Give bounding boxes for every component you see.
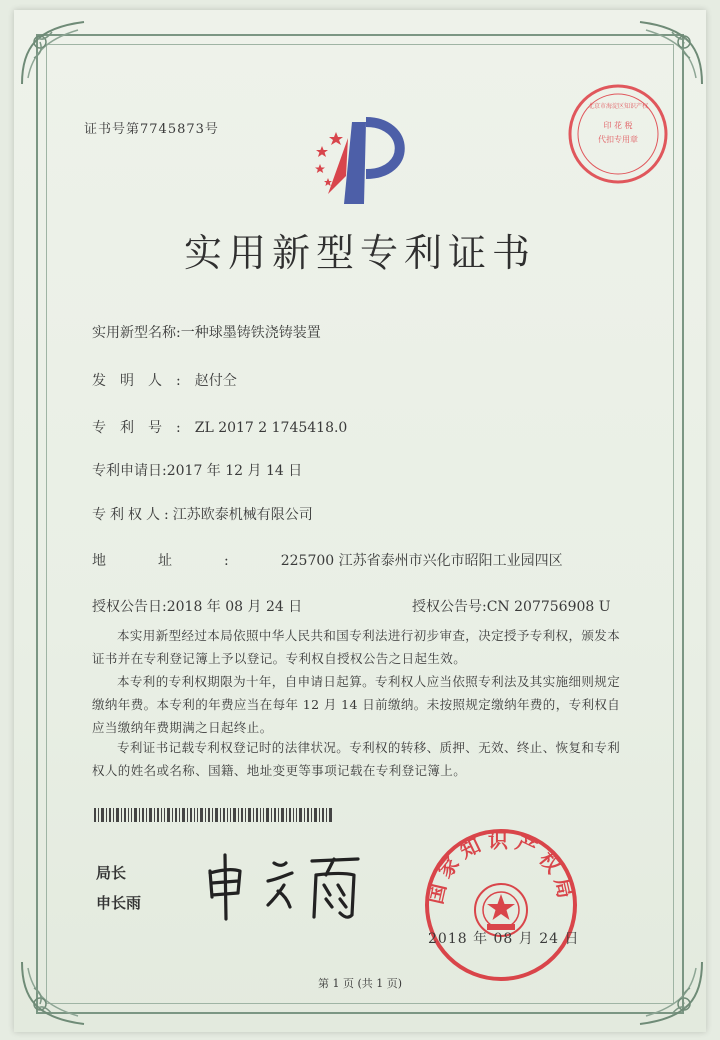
signatory-name: 申长雨 bbox=[96, 894, 142, 912]
filing-date-value: 2017 年 12 月 14 日 bbox=[166, 463, 303, 479]
inventor-label: 发明人: bbox=[92, 373, 195, 389]
grant-publication-number-label: 授权公告号: bbox=[412, 599, 487, 615]
patentee-value: 江苏欧泰机械有限公司 bbox=[172, 507, 313, 523]
svg-text:国家知识产权局: 国家知识产权局 bbox=[423, 828, 579, 907]
patentee-label: 专利权人: bbox=[92, 507, 173, 523]
svg-text:北京市海淀区知识产权: 北京市海淀区知识产权 bbox=[587, 103, 649, 110]
field-address bbox=[92, 550, 563, 570]
field-inventor bbox=[92, 370, 237, 390]
svg-text:代扣专用章: 代扣专用章 bbox=[598, 135, 638, 144]
svg-text:印 花 税: 印 花 税 bbox=[603, 121, 633, 130]
certificate-number: 证书号第7745873号 bbox=[84, 122, 219, 137]
patent-number-label: 专利号: bbox=[92, 420, 195, 436]
corner-ornament-bottom-right bbox=[636, 958, 706, 1028]
paragraph-grant-statement: 本实用新型经过本局依照中华人民共和国专利法进行初步审查，决定授予专利权，颁发本证书并在专利登记簿上予以登记。专利权自授权公告之日起生效。 bbox=[92, 628, 621, 666]
utility-name-label: 实用新型名称: bbox=[92, 325, 181, 341]
filing-date-label: 专利申请日: bbox=[92, 463, 167, 479]
address-label: 地址: bbox=[92, 553, 281, 569]
page-number: 第 1 页 (共 1 页) bbox=[317, 977, 403, 990]
field-patent-number bbox=[92, 417, 347, 437]
field-grant-publication-date bbox=[92, 596, 302, 616]
issue-date: 2018 年 08 月 24 日 bbox=[428, 931, 580, 947]
signatory-role: 局长 bbox=[96, 864, 127, 882]
corner-ornament-top-left bbox=[18, 18, 88, 88]
patent-office-logo-icon bbox=[300, 116, 420, 206]
inventor-value: 赵付仝 bbox=[194, 373, 237, 389]
grant-publication-number-value: CN 207756908 U bbox=[486, 599, 611, 615]
field-utility-name bbox=[92, 322, 321, 342]
field-filing-date bbox=[92, 460, 302, 480]
official-seal-icon bbox=[422, 826, 580, 984]
grant-publication-date-value: 2018 年 08 月 24 日 bbox=[166, 599, 303, 615]
handwritten-signature-icon bbox=[198, 845, 368, 925]
patent-number-value: ZL 2017 2 1745418.0 bbox=[194, 420, 348, 436]
corner-ornament-bottom-left bbox=[18, 958, 88, 1028]
corner-ornament-top-right bbox=[636, 18, 706, 88]
address-value: 225700 江苏省泰州市兴化市昭阳工业园四区 bbox=[280, 553, 563, 569]
field-grant-publication-number bbox=[412, 596, 611, 616]
agent-seal-icon bbox=[566, 82, 670, 186]
paragraph-legal-status: 专利证书记载专利权登记时的法律状况。专利权的转移、质押、无效、终止、恢复和专利权人的姓名或名称、国籍、地址变更等事项记载在专利登记簿上。 bbox=[92, 740, 621, 778]
paragraph-term-fees: 本专利的专利权期限为十年，自申请日起算。专利权人应当依照专利法及其实施细则规定缴纳年费。本专利的年费应当在每年 12 月 14 日前缴纳。未按照规定缴纳年费的，专利权自应当缴纳年费期满之日起终止。 bbox=[92, 674, 621, 735]
barcode-icon bbox=[94, 808, 332, 822]
field-patentee bbox=[92, 504, 313, 524]
utility-name-value: 一种球墨铸铁浇铸装置 bbox=[180, 325, 321, 341]
certificate-title: 实用新型专利证书 bbox=[183, 231, 536, 275]
grant-publication-date-label: 授权公告日: bbox=[92, 599, 167, 615]
